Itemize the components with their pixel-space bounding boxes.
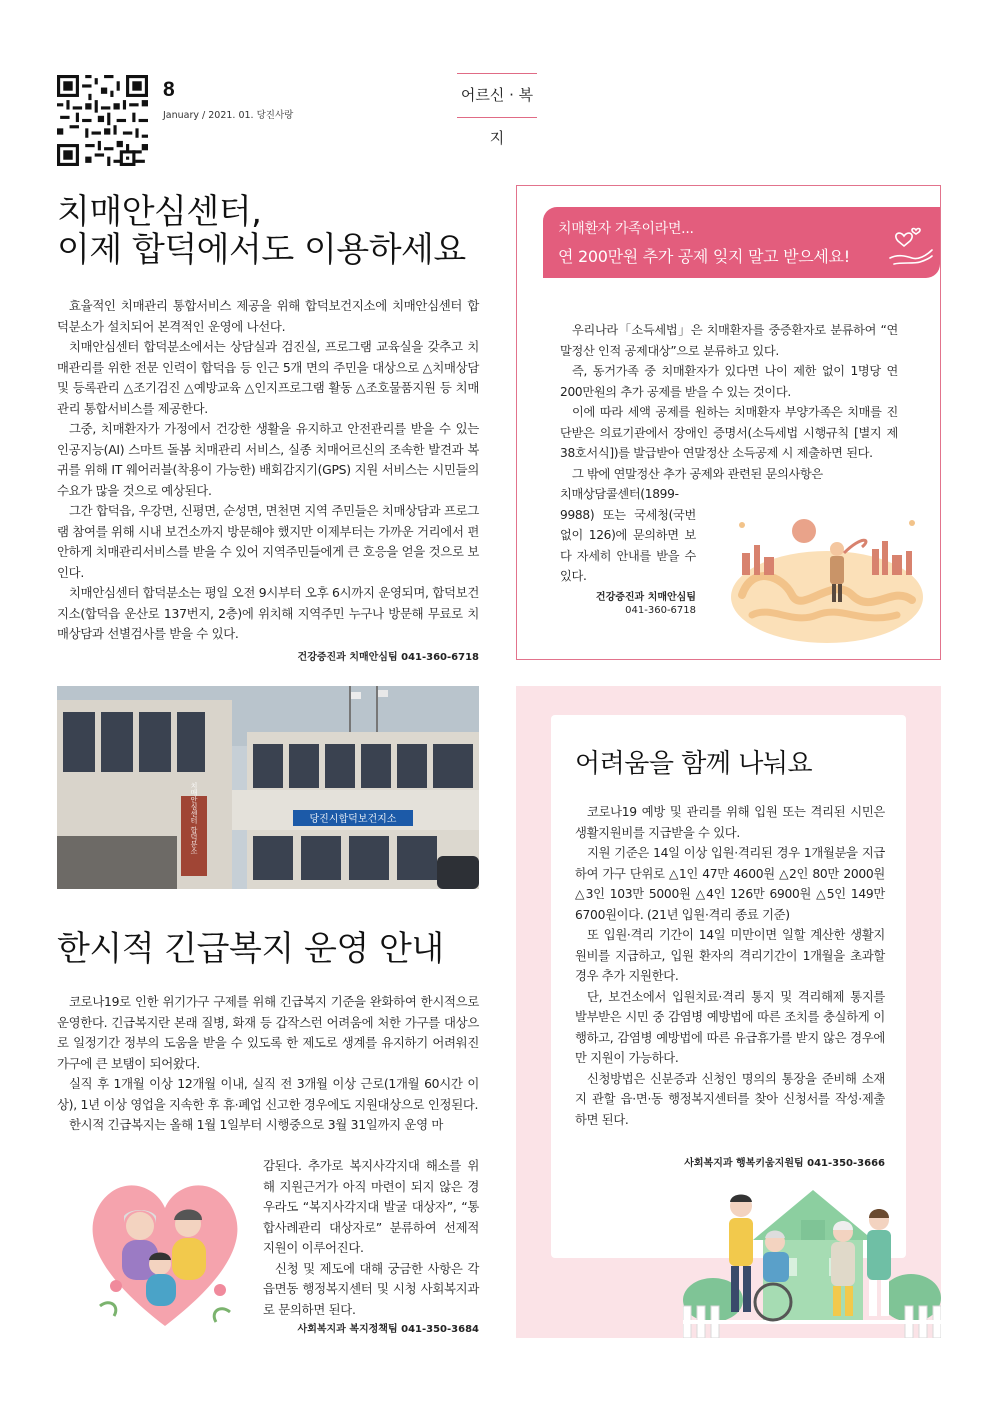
article2-body <box>57 992 479 1136</box>
tax-banner-line2: 연 200만원 추가 공제 잊지 말고 받으세요! <box>558 247 850 266</box>
issue-date: January / 2021. 01. 당진사랑 <box>163 110 294 121</box>
tax-paragraph-narrow: 치매상담콜센터(1899-9988) 또는 국세청(국번 없이 126)에 문의하면 보다 자세히 안내를 받을 수 있다. <box>560 487 696 583</box>
article1-paragraph: 그간 합덕읍, 우강면, 신평면, 순성면, 면천면 지역 주민들은 치매상담과 프로그램 참여를 위해 시내 보건소까지 방문해야 했지만 이제부터는 가까운 거리에서 편안하게 치매관리서비스를 받을 수 있어 지역주민들에게 큰 호응을 얻을 것으로 보인다. <box>57 503 479 580</box>
vertical-sign-text: 치매안심센터 합덕분소 <box>190 781 198 855</box>
caregivers-illustration <box>683 1180 941 1338</box>
article3-paragraph: 코로나19 예방 및 관리를 위해 입원 또는 격리된 시민은 생활지원비를 지급받을 수 있다. <box>575 805 885 840</box>
article1-paragraph: 효율적인 치매관리 통합서비스 제공을 위해 합덕보건지소에 치매안심센터 합덕분소가 설치되어 본격적인 운영에 나선다. <box>57 298 479 334</box>
article3-paragraph: 또 입원·격리 기간이 14일 미만이면 일할 계산한 생활지원비를 지급하고, 입원 환자의 격리기간이 1개월을 초과할 경우 추가 지원한다. <box>575 928 885 983</box>
building-sign: 당진시합덕보건지소 <box>309 814 397 825</box>
article1-paragraph: 그중, 치매환자가 가정에서 건강한 생활을 유지하고 안전관리를 받을 수 있는 인공지능(AI) 스마트 돌봄 치매관리 서비스, 실종 치매어르신의 조속한 발견과 복귀를 위해 IT 웨어러블(착용이 가능한) 배회감지기(GPS) 지원 서비스는 시민들의 수요가 많을 것으로 예상된다. <box>57 421 479 498</box>
tax-box-body <box>560 320 898 484</box>
heart-hands-icon <box>886 222 936 272</box>
article1-credit: 건강증진과 치매안심팀 041-360-6718 <box>297 652 479 663</box>
article1-body <box>57 296 479 645</box>
tax-paragraph: 우리나라「소득세법」은 치매환자를 중증환자로 분류하여 “연말정산 인적 공제대상”으로 분류하고 있다. <box>560 323 898 358</box>
article3-paragraph: 지원 기준은 14일 이상 입원·격리된 경우 1개월분을 지급하여 가구 단위로 △1인 47만 4600원 △2인 80만 2000원 △3인 103만 5000원 △4인 126만 6900원 △5인 149만 6700원이다. (21년 입원·격리 종료 기준) <box>575 846 885 922</box>
article3-title: 어려움을 함께 나눠요 <box>575 749 813 779</box>
article2-paragraph: 실직 후 1개월 이상 12개월 이내, 실직 전 3개월 이상 근로(1개월 60시간 이상), 1년 이상 영업을 지속한 후 휴·폐업 신고한 경우에도 지원대상으로 인정된다. <box>57 1076 479 1112</box>
tax-banner-line1: 치매환자 가족이라면... <box>558 221 694 237</box>
brain-city-illustration <box>722 505 932 645</box>
tax-paragraph: 이에 따라 세액 공제를 원하는 치매환자 부양가족은 치매를 진단받은 의료기관에서 장애인 증명서(소득세법 시행규칙 [별지 제38호서식])를 발급받아 연말정산 소득공제 시 제출하면 된다. <box>560 405 898 460</box>
article1-title-line1: 치매안심센터, <box>57 192 262 232</box>
tax-credit-phone: 041-360-6718 <box>625 605 696 616</box>
qr-code <box>57 75 148 166</box>
article2-body-narrow <box>263 1156 479 1320</box>
section-tag: 어르신 · 복지 <box>457 73 537 118</box>
article2-paragraph: 코로나19로 인한 위기가구 구제를 위해 긴급복지 기준을 완화하여 한시적으로 운영한다. 긴급복지란 본래 질병, 화재 등 갑작스런 어려움에 처한 가구를 대상으로 일정기간 정부의 도움을 받을 수 있도록 한 제도로 생계를 유지하기 어려워진 가구에 큰 보탬이 되어왔다. <box>57 994 479 1071</box>
tax-paragraph: 즉, 동거가족 중 치매환자가 있다면 나이 제한 없이 1명당 연 200만원의 추가 공제를 받을 수 있는 것이다. <box>560 364 898 399</box>
article1-title-line2: 이제 합덕에서도 이용하세요 <box>57 230 466 270</box>
article1-paragraph: 치매안심센터 합덕분소에서는 상담실과 검진실, 프로그램 교육실을 갖추고 치매관리를 위한 전문 인력이 합덕읍 등 인근 5개 면의 주민을 대상으로 △치매상담 및 등록관리 △조기검진 △예방교육 △인지프로그램 활동 △조호물품지원 등 치매관리 통합서비스를 제공한다. <box>57 339 479 416</box>
page-number: 8 <box>163 78 175 101</box>
article3-paragraph: 단, 보건소에서 입원치료·격리 통지 및 격리해제 통지를 발부받은 시민 중 감염병 예방법에 따른 조치를 충실하게 이행하고, 감염병 예방법에 따른 유급휴가를 받지 않은 경우에만 지원이 가능하다. <box>575 989 885 1065</box>
tax-paragraph: 그 밖에 연말정산 추가 공제와 관련된 문의사항은 <box>572 466 823 481</box>
tax-box-narrow <box>560 484 696 587</box>
family-heart-illustration <box>80 1166 250 1336</box>
article3-paragraph: 신청방법은 신분증과 신청인 명의의 통장을 준비해 소재지 관할 읍·면·동 행정복지센터를 찾아 신청서를 작성·제출하면 된다. <box>575 1071 885 1127</box>
article2-paragraph: 한시적 긴급복지는 올해 1월 1일부터 시행중으로 3월 31일까지 운영 마 <box>69 1117 444 1132</box>
article2-paragraph-narrow: 감된다. 추가로 복지사각지대 해소를 위해 지원근거가 아직 마련이 되지 않은 경우라도 “복지사각지대 발굴 대상자”, “통합사례관리 대상자로” 분류하여 선제적 지원이 이루어진다. <box>263 1158 479 1255</box>
health-center-photo <box>57 686 479 889</box>
article3-body <box>575 802 885 1130</box>
article2-paragraph-narrow: 신청 및 제도에 대해 궁금한 사항은 각 읍면동 행정복지센터 및 시청 사회복지과로 문의하면 된다. <box>263 1260 479 1317</box>
tax-credit-team: 건강증진과 치매안심팀 <box>595 592 696 603</box>
article3-credit: 사회복지과 행복키움지원팀 041-350-3666 <box>684 1158 885 1169</box>
article2-credit: 사회복지과 복지정책팀 041-350-3684 <box>297 1324 479 1335</box>
article2-title: 한시적 긴급복지 운영 안내 <box>57 929 444 969</box>
article1-paragraph: 치매안심센터 합덕분소는 평일 오전 9시부터 오후 6시까지 운영되며, 합덕보건지소(합덕읍 운산로 137번지, 2층)에 위치해 지역주민 누구나 방문해 무료로 치매상담과 선별검사를 받을 수 있다. <box>57 585 479 641</box>
